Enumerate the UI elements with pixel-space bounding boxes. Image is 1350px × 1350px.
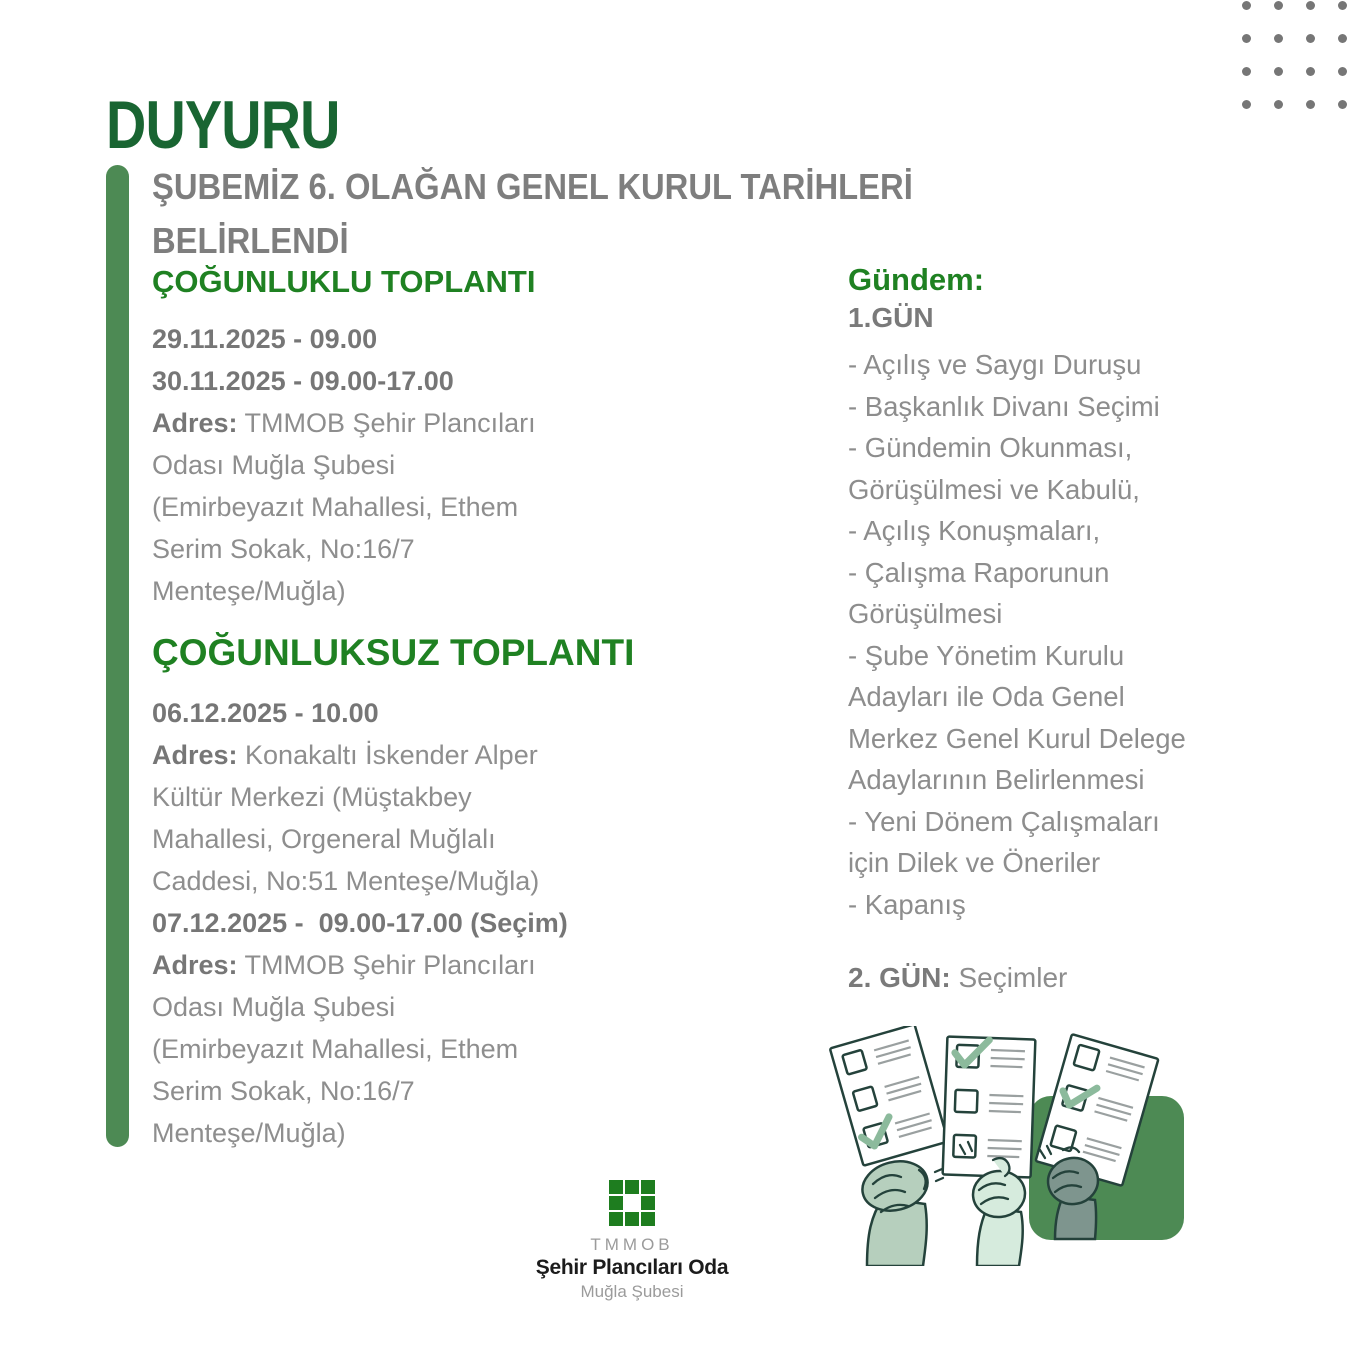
- agenda-item: Adaylarının Belirlenmesi: [848, 764, 1145, 795]
- meeting2-details: [152, 692, 568, 1154]
- agenda-item: Merkez Genel Kurul Delege: [848, 722, 1186, 754]
- meeting1-heading: ÇOĞUNLUKLU TOPLANTI: [152, 264, 536, 299]
- agenda-item: Görüşülmesi ve Kabulü,: [848, 473, 1140, 505]
- agenda-item: - Şube Yönetim Kurulu: [848, 639, 1125, 671]
- subtitle-line-1: ŞUBEMİZ 6. OLAĞAN GENEL KURUL TARİHLERİ: [152, 166, 913, 207]
- agenda-day1-label: 1.GÜN: [848, 302, 934, 333]
- agenda-item: - Yeni Dönem Çalışmaları: [848, 805, 1160, 837]
- logo-branch-text: Muğla Şubesi: [580, 1282, 684, 1301]
- agenda-item: Adayları ile Oda Genel: [848, 681, 1125, 712]
- meeting2-line: Caddesi, No:51 Menteşe/Muğla): [152, 866, 540, 896]
- agenda-item: - Çalışma Raporunun: [848, 556, 1110, 588]
- page-title: DUYURU: [106, 87, 340, 163]
- meeting1-line: (Emirbeyazıt Mahallesi, Ethem: [152, 492, 519, 522]
- meeting1-line: 29.11.2025 - 09.00: [152, 324, 378, 354]
- agenda-item: - Açılış Konuşmaları,: [848, 515, 1101, 546]
- agenda-item: - Gündemin Okunması,: [848, 432, 1133, 463]
- meeting2-line: Adres: Konakaltı İskender Alper: [152, 740, 538, 770]
- organization-logo: [500, 1180, 764, 1302]
- meeting1-line: Adres: TMMOB Şehir Plancıları: [152, 408, 536, 438]
- meeting2-line: Kültür Merkezi (Müştakbey: [152, 782, 472, 812]
- meeting2-line: Odası Muğla Şubesi: [152, 992, 396, 1022]
- meeting2-line: 07.12.2025 - 09.00-17.00 (Seçim): [152, 908, 568, 938]
- agenda-day2: 2. GÜN: Seçimler: [848, 962, 1068, 993]
- meeting1-details: [152, 318, 536, 612]
- hands-holding-ballots-illustration: [815, 1026, 1195, 1266]
- meeting1-line: Odası Muğla Şubesi: [152, 450, 396, 480]
- ballot-paper-2: [943, 1037, 1036, 1178]
- agenda-item: Görüşülmesi: [848, 598, 1003, 629]
- meeting1-line: Serim Sokak, No:16/7: [152, 534, 415, 564]
- hand-1: [857, 1155, 943, 1266]
- left-column: [152, 0, 752, 1350]
- meeting2-line: (Emirbeyazıt Mahallesi, Ethem: [152, 1034, 519, 1064]
- meeting1-line: 30.11.2025 - 09.00-17.00: [152, 366, 454, 396]
- logo-org-text: TMMOB: [590, 1235, 674, 1254]
- meeting2-line: Serim Sokak, No:16/7: [152, 1076, 415, 1106]
- accent-bar: [106, 165, 129, 1147]
- meeting2-line: Adres: TMMOB Şehir Plancıları: [152, 950, 536, 980]
- agenda-item: için Dilek ve Öneriler: [848, 847, 1101, 878]
- meeting2-line: 06.12.2025 - 10.00: [152, 698, 379, 728]
- meeting1-line: Menteşe/Muğla): [152, 576, 346, 606]
- agenda-item: - Kapanış: [848, 888, 966, 920]
- meeting2-line: Menteşe/Muğla): [152, 1118, 346, 1148]
- meeting2-heading: ÇOĞUNLUKSUZ TOPLANTI: [152, 632, 635, 673]
- agenda-items: [848, 344, 1186, 925]
- meeting2-line: Mahallesi, Orgeneral Muğlalı: [152, 824, 496, 854]
- agenda-heading: Gündem:: [848, 262, 985, 297]
- agenda-item: - Başkanlık Divanı Seçimi: [848, 390, 1160, 422]
- tmmob-logo-icon: [609, 1180, 655, 1226]
- agenda-item: - Açılış ve Saygı Duruşu: [848, 349, 1142, 380]
- logo-name-text: Şehir Plancıları Oda: [535, 1256, 729, 1279]
- subtitle-line-2: BELİRLENDİ: [152, 220, 349, 261]
- ballot-paper-1: [830, 1026, 948, 1166]
